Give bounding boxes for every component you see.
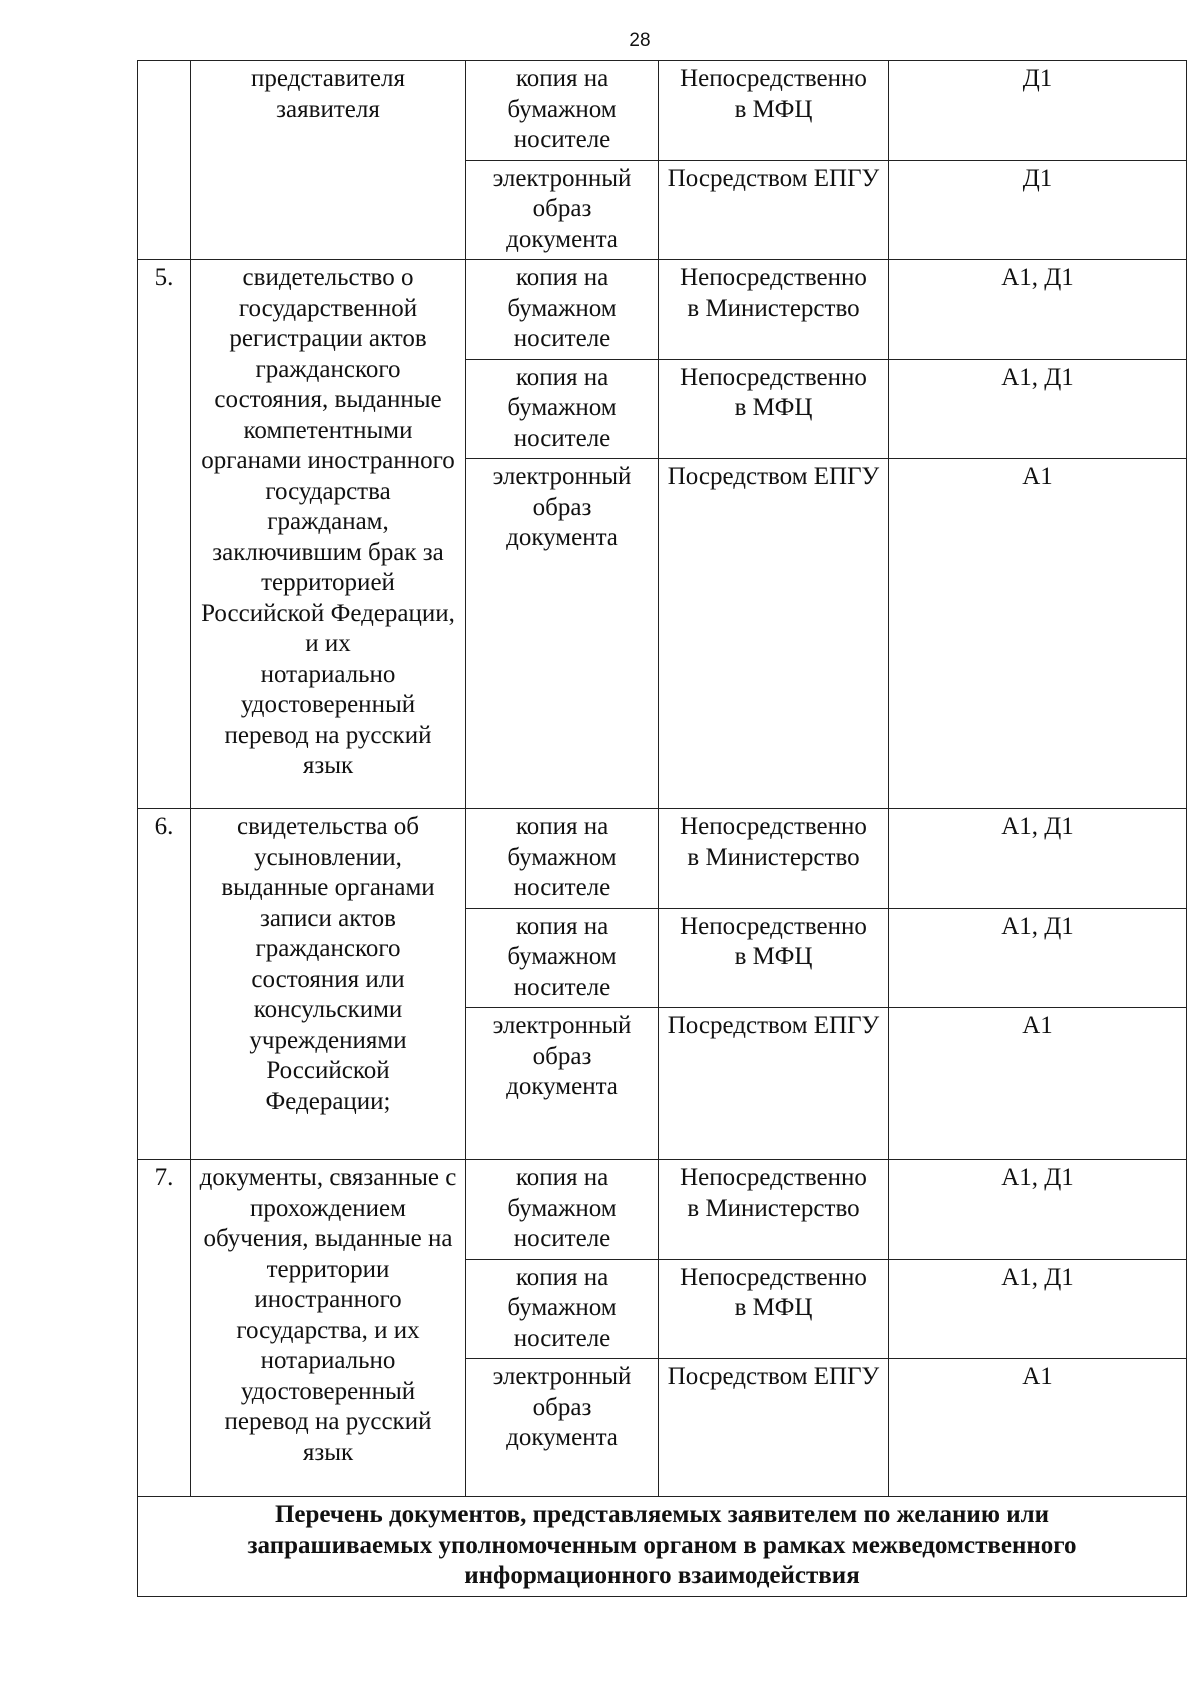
document-code: А1, Д1 (889, 1259, 1187, 1359)
document-name: документы, связанные с прохождением обучения, выданные на территории иностранного государства, и их нотариально удостоверенный перевод на русский язык (191, 1160, 466, 1497)
table-row (138, 809, 1187, 909)
document-form: копия на бумажном носителе (466, 809, 659, 909)
document-code: Д1 (889, 61, 1187, 161)
document-form: электронный образ документа (466, 459, 659, 809)
submission-method: Посредством ЕПГУ (659, 1359, 889, 1497)
submission-method: Посредством ЕПГУ (659, 1008, 889, 1160)
row-number: 5. (138, 260, 191, 809)
table-row (138, 260, 1187, 360)
document-code: А1, Д1 (889, 1160, 1187, 1260)
document-code: А1, Д1 (889, 809, 1187, 909)
submission-method: Непосредственно в МФЦ (659, 359, 889, 459)
document-code: А1 (889, 1008, 1187, 1160)
submission-method: Непосредственно в МФЦ (659, 908, 889, 1008)
document-form: копия на бумажном носителе (466, 61, 659, 161)
row-number: 6. (138, 809, 191, 1160)
table-row (138, 61, 1187, 161)
row-number: 7. (138, 1160, 191, 1497)
document-code: А1, Д1 (889, 260, 1187, 360)
document-name: представителя заявителя (191, 61, 466, 260)
page-number: 28 (629, 30, 651, 51)
section-heading: Перечень документов, представляемых заявителем по желанию или запрашиваемых уполномоченным органом в рамках межведомственного информационного взаимодействия (138, 1497, 1187, 1597)
document-form: электронный образ документа (466, 1359, 659, 1497)
row-number (138, 61, 191, 260)
submission-method: Непосредственно в МФЦ (659, 1259, 889, 1359)
submission-method: Посредством ЕПГУ (659, 160, 889, 260)
table-row (138, 1160, 1187, 1260)
section-header-row (138, 1497, 1187, 1597)
document-name: свидетельства об усыновлении, выданные органами записи актов гражданского состояния или консульскими учреждениями Российской Федерации; (191, 809, 466, 1160)
document-code: А1, Д1 (889, 908, 1187, 1008)
document-code: Д1 (889, 160, 1187, 260)
document-form: копия на бумажном носителе (466, 260, 659, 360)
document-form: электронный образ документа (466, 1008, 659, 1160)
document-code: А1 (889, 459, 1187, 809)
document-name: свидетельство о государственной регистрации актов гражданского состояния, выданные компетентными органами иностранного государства гражданам, заключившим брак за территорией Российской Федерации, и их нотариально удостоверенный перевод на русский язык (191, 260, 466, 809)
documents-table (137, 60, 1187, 1597)
document-form: копия на бумажном носителе (466, 359, 659, 459)
document-form: копия на бумажном носителе (466, 908, 659, 1008)
document-form: копия на бумажном носителе (466, 1160, 659, 1260)
submission-method: Непосредственно в Министерство (659, 1160, 889, 1260)
document-form: электронный образ документа (466, 160, 659, 260)
submission-method: Непосредственно в Министерство (659, 809, 889, 909)
submission-method: Непосредственно в Министерство (659, 260, 889, 360)
document-form: копия на бумажном носителе (466, 1259, 659, 1359)
document-code: А1, Д1 (889, 359, 1187, 459)
submission-method: Непосредственно в МФЦ (659, 61, 889, 161)
submission-method: Посредством ЕПГУ (659, 459, 889, 809)
document-code: А1 (889, 1359, 1187, 1497)
